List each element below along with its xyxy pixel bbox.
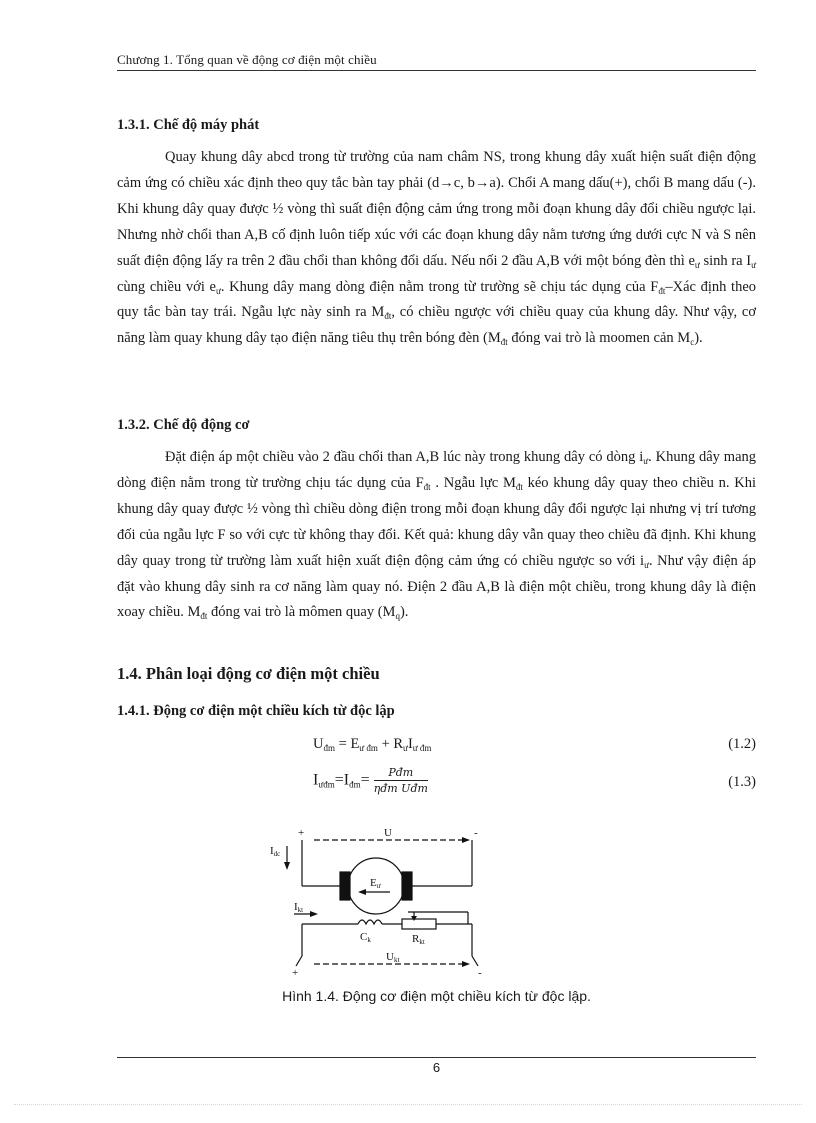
equation-1-2: $U_{đm} = E_{ư đm} + R_ưI_{ư đm}$ bbox=[313, 736, 432, 753]
label-u: U bbox=[384, 827, 392, 839]
label-plus-bottom: + bbox=[292, 967, 299, 976]
separately-excited-dc-motor-diagram bbox=[262, 826, 522, 976]
section-1-4-heading: 1.4. Phân loại động cơ điện một chiều bbox=[117, 664, 380, 683]
page-edge-dotted-line bbox=[14, 1104, 802, 1105]
label-idc: Idc bbox=[270, 845, 281, 858]
pole-right bbox=[402, 872, 412, 900]
fraction: $\frac{\text{Pđm}}{\text{ηđm Uđm}}$ bbox=[373, 766, 428, 795]
page-header bbox=[117, 52, 756, 71]
section-1-4-1-heading: 1.4.1. Động cơ điện một chiều kích từ độc lập bbox=[117, 703, 395, 719]
label-ikt: Ikt bbox=[294, 901, 304, 914]
field-rheostat bbox=[402, 919, 436, 929]
section-1-3-2-paragraph: Đặt điện áp một chiều vào 2 đầu chổi than A,B lúc này trong khung dây có dòng $i_ư$. Khung dây mang dòng điện nằm trong từ trường chịu tác dụng của $F_{đt}$ . Ngẫu lực $M_{đt}$ kéo khung dây quay theo chiều n. Khi khung dây quay được ½ vòng thì chiều dòng điện trong mỗi đoạn khung dây đổi ngược lại nhưng vị trí tương đối của ngẫu lực F so với cực từ không thay đổi. Kết quả: khung dây vẫn quay theo chiều đã định. Khi khung dây quay trong từ trường làm xuất hiện xuất điện động cảm ứng có chiều ngược so với $i_ư$. Như vậy điện áp đặt vào khung dây sinh ra cơ năng làm quay nó. Điện 2 đầu A,B là điện một chiều, trong khung dây là điện xoay chiều. $M_{đt}$ đóng vai trò là mômen quay $(M_q)$. bbox=[117, 449, 757, 622]
label-eu: Eư bbox=[370, 877, 381, 890]
pole-left bbox=[340, 872, 350, 900]
field-coil bbox=[358, 920, 382, 924]
chapter-title: Chương 1. Tổng quan về động cơ điện một chiều bbox=[117, 52, 377, 67]
page-number: 6 bbox=[432, 1060, 441, 1075]
section-1-3-2-heading: 1.3.2. Chế độ động cơ bbox=[117, 417, 250, 433]
label-ukt: Ukt bbox=[386, 951, 400, 964]
section-1-3-1-heading: 1.3.1. Chế độ máy phát bbox=[117, 117, 260, 133]
footer-divider bbox=[117, 1057, 756, 1058]
label-ck: Ck bbox=[360, 931, 371, 944]
label-minus-top: - bbox=[474, 827, 478, 839]
label-plus-top: + bbox=[298, 827, 305, 839]
equation-1-3: $I_{ưđm}=I_{đm}=$ $\frac{\text{Pđm}}{\text{ηđm Uđm}}$ bbox=[313, 766, 428, 795]
equation-number-1-3: (1.3) bbox=[728, 774, 756, 790]
label-rkt: Rkt bbox=[412, 933, 425, 946]
label-minus-bottom: - bbox=[478, 967, 482, 976]
figure-caption: Hình 1.4. Động cơ điện một chiều kích từ độc lập. bbox=[282, 988, 591, 1004]
equation-number-1-2: (1.2) bbox=[728, 736, 756, 752]
section-1-3-1-paragraph: Quay khung dây abcd trong từ trường của nam châm NS, trong khung dây xuất hiện suất điện động cảm ứng có chiều xác định theo quy tắc bàn tay phải (d→c, b→a). Chổi A mang dấu(+), chổi B mang dấu (-). Khi khung dây quay được ½ vòng thì suất điện động cảm ứng trong mỗi đoạn khung dây đổi chiều ngược lại. Nhưng nhờ chổi than A,B cố định luôn tiếp xúc với các đoạn khung dây nằm tương ứng dưới cực N và S nên suất điện động lấy ra trên 2 đầu chổi than không đổi dấu. Nếu nối 2 đầu A,B với một bóng đèn thì $e_ư$ sinh ra $I_ư$ cùng chiều với $e_ư$. Khung dây mang dòng điện nằm trong từ trường sẽ chịu tác dụng của $F_{đt}$–Xác định theo quy tắc bàn tay trái. Ngẫu lực này sinh ra $M_{đt}$, có chiều ngược với chiều quay của khung dây. Như vậy, cơ năng làm quay khung dây tạo điện năng tiêu thụ trên bóng đèn ($M_{đt}$ đóng vai trò là moomen cản $M_c$). bbox=[117, 149, 757, 348]
